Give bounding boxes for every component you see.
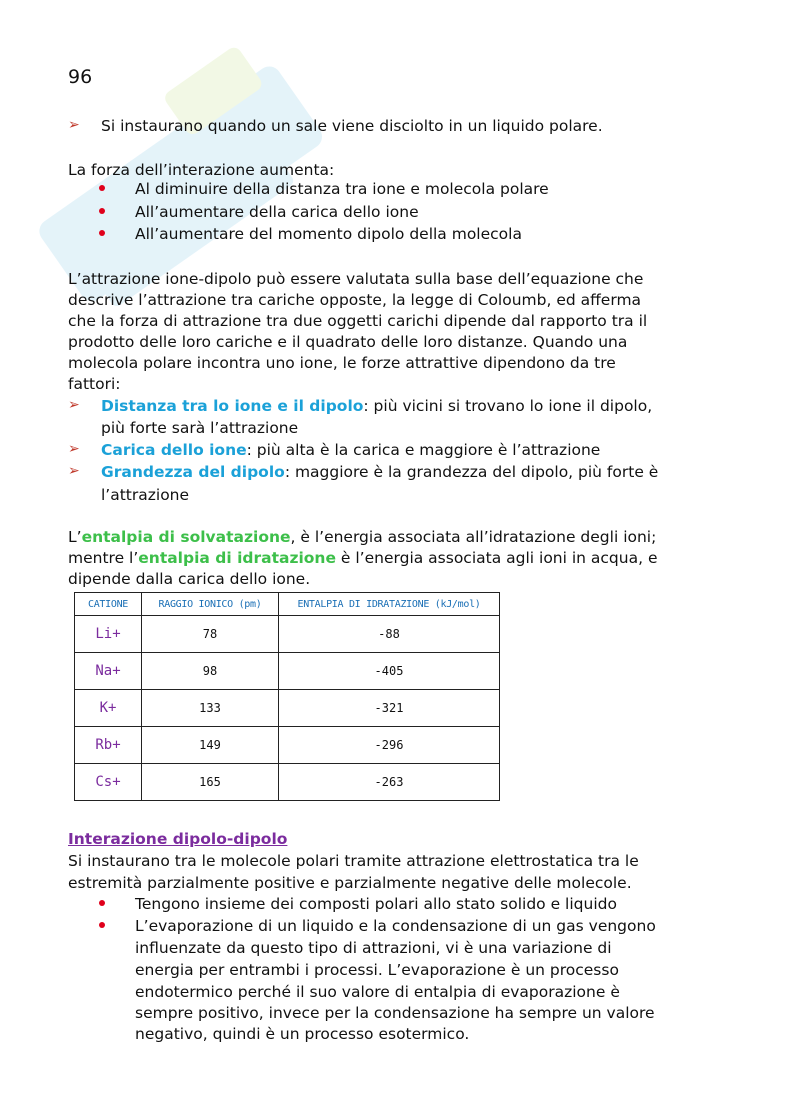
dipolo-line: Si instaurano tra le molecole polari tramite attrazione elettrostatica tra le [68, 852, 639, 870]
factor-continuation: l’attrazione [101, 486, 190, 504]
table-cell: K+ [75, 690, 142, 727]
bullet-dot-icon [99, 230, 105, 236]
forza-intro: La forza dell’interazione aumenta: [68, 161, 335, 179]
table-header: RAGGIO IONICO (pm) [142, 593, 279, 616]
forza-item: All’aumentare del momento dipolo della molecola [135, 225, 522, 243]
table-row [75, 616, 500, 653]
bullet-dot-icon [99, 185, 105, 191]
arrow-bullet-icon: ➢ [68, 463, 80, 479]
factor-continuation: più forte sarà l’attrazione [101, 419, 299, 437]
intro-bullet: Si instaurano quando un sale viene disciolto in un liquido polare. [101, 117, 603, 135]
table-cell: -405 [279, 653, 500, 690]
dipolo-bullet-line: sempre positivo, invece per la condensazione ha sempre un valore [135, 1004, 655, 1022]
bullet-dot-icon [99, 208, 105, 214]
table-row [75, 690, 500, 727]
table-header-row [75, 593, 500, 616]
dipolo-bullet-line: negativo, quindi è un processo esotermico. [135, 1025, 470, 1043]
table-cell: 98 [142, 653, 279, 690]
factor-text: : più vicini si trovano lo ione il dipolo, [363, 397, 653, 415]
entalpia-solvatazione-term: entalpia di solvatazione [81, 528, 291, 546]
dipolo-line: estremità parzialmente positive e parzialmente negative delle molecole. [68, 874, 632, 892]
table-row [75, 764, 500, 801]
table-header: ENTALPIA DI IDRATAZIONE (kJ/mol) [279, 593, 500, 616]
table-cell: -321 [279, 690, 500, 727]
dipolo-bullet-line: energia per entrambi i processi. L’evaporazione è un processo [135, 961, 619, 979]
arrow-bullet-icon: ➢ [68, 117, 80, 133]
table-row [75, 727, 500, 764]
text-fragment: , è l’energia associata all’idratazione degli ioni; [290, 528, 657, 546]
hydration-table [74, 592, 500, 801]
table-cell: -88 [279, 616, 500, 653]
factor-text: : più alta è la carica e maggiore è l’attrazione [246, 441, 601, 459]
paragraph-line: molecola polare incontra uno ione, le forze attrattive dipendono da tre [68, 354, 616, 372]
dipolo-bullet-line: L’evaporazione di un liquido e la condensazione di un gas vengono [135, 917, 656, 935]
factor-text: : maggiore è la grandezza del dipolo, più forte è [284, 463, 659, 481]
table-cell: Cs+ [75, 764, 142, 801]
dipolo-bullet-line: endotermico perché il suo valore di entalpia di evaporazione è [135, 983, 620, 1001]
entalpia-idratazione-term: entalpia di idratazione [138, 549, 336, 567]
bullet-dot-icon [99, 922, 105, 928]
text-fragment: mentre l’ [68, 549, 139, 567]
factor-item [101, 440, 600, 460]
table-cell: Li+ [75, 616, 142, 653]
arrow-bullet-icon: ➢ [68, 441, 80, 457]
dipolo-bullet: Tengono insieme dei composti polari allo stato solido e liquido [135, 895, 617, 913]
text-fragment: è l’energia associata agli ioni in acqua, e [335, 549, 658, 567]
text-fragment: L’ [68, 528, 82, 546]
section-heading-dipolo: Interazione dipolo-dipolo [68, 830, 288, 848]
page-number: 96 [68, 66, 93, 88]
table-header: CATIONE [75, 593, 142, 616]
table-cell: 133 [142, 690, 279, 727]
forza-item: All’aumentare della carica dello ione [135, 203, 419, 221]
table-row [75, 653, 500, 690]
table-cell: -263 [279, 764, 500, 801]
table-cell: 165 [142, 764, 279, 801]
table-cell: Na+ [75, 653, 142, 690]
factor-term: Distanza tra lo ione e il dipolo [101, 397, 364, 415]
forza-item: Al diminuire della distanza tra ione e molecola polare [135, 180, 549, 198]
factor-term: Grandezza del dipolo [101, 463, 285, 481]
paragraph-line: prodotto delle loro cariche e il quadrato delle loro distanze. Quando una [68, 333, 628, 351]
paragraph-line: L’attrazione ione-dipolo può essere valutata sulla base dell’equazione che [68, 270, 644, 288]
arrow-bullet-icon: ➢ [68, 397, 80, 413]
paragraph-line: descrive l’attrazione tra cariche opposte, la legge di Coloumb, ed afferma [68, 291, 642, 309]
entalpia-line [68, 548, 658, 568]
factor-item [101, 396, 652, 416]
table-cell: 78 [142, 616, 279, 653]
paragraph-line: fattori: [68, 375, 121, 393]
factor-item [101, 462, 658, 482]
entalpia-line [68, 527, 656, 547]
table-cell: Rb+ [75, 727, 142, 764]
table-cell: 149 [142, 727, 279, 764]
bullet-dot-icon [99, 900, 105, 906]
entalpia-line: dipende dalla carica dello ione. [68, 570, 311, 588]
dipolo-bullet-line: influenzate da questo tipo di attrazioni, vi è una variazione di [135, 939, 612, 957]
table-cell: -296 [279, 727, 500, 764]
paragraph-line: che la forza di attrazione tra due oggetti carichi dipende dal rapporto tra il [68, 312, 648, 330]
factor-term: Carica dello ione [101, 441, 247, 459]
